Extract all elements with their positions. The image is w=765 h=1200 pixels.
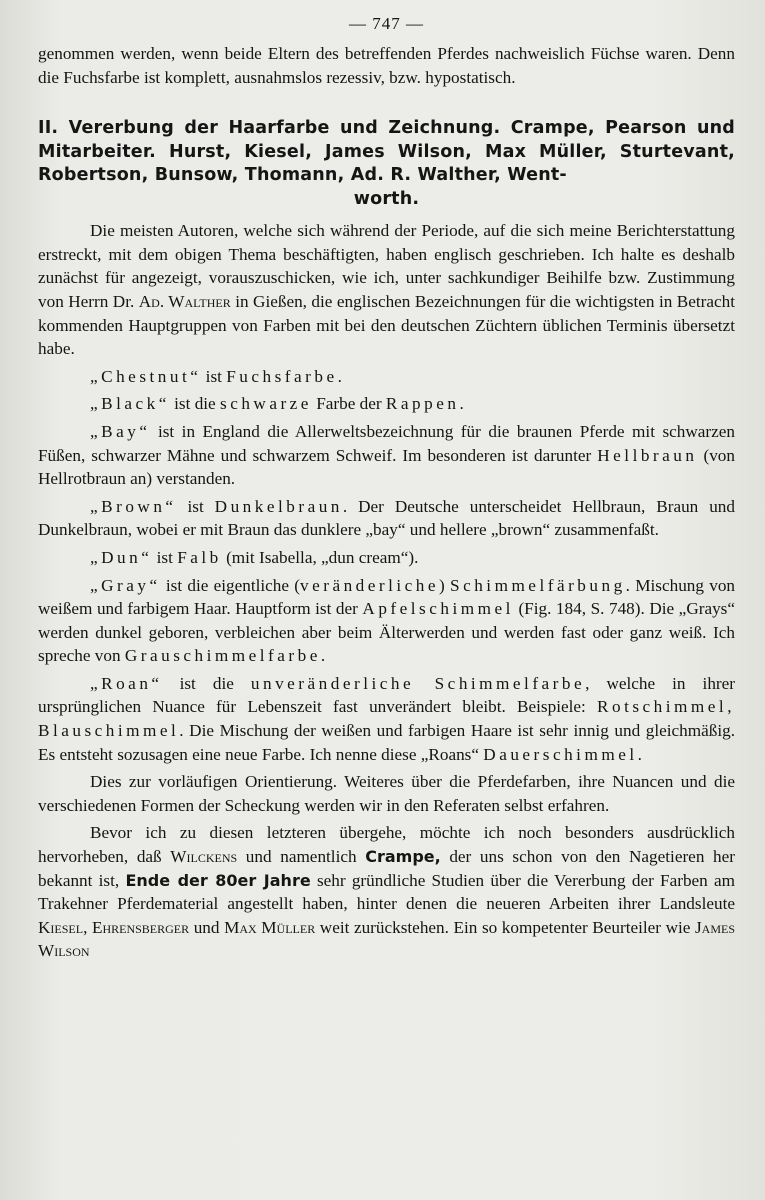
term-german: Dauerschimmel [483, 744, 638, 764]
text-run: sehr gründliche Studien über die Vererbung der Farben am Trakehner Pferdematerial angestellt haben, hinter denen die neueren Arbeiten ihrer Landsleute [38, 870, 736, 914]
term-german: unveränderliche Schimmelfarbe [250, 673, 586, 693]
text-run: (von Hellrotbraun an) verstanden. [38, 445, 735, 489]
term-german: Schimmelfärbung [450, 575, 626, 595]
text-run: . [459, 394, 464, 414]
text-run: und [189, 917, 225, 937]
emphasis-bold: Ende der 80er Jahre [125, 870, 311, 890]
text-run: ist die [162, 673, 251, 693]
author-name-bold: Crampe, [365, 847, 441, 867]
text-run: . Mischung von weißem und farbigem Haar. Hauptform ist der [38, 575, 736, 619]
paragraph-gray [38, 574, 735, 668]
text-run: der uns schon von den Nagetieren her bekannt ist, [38, 847, 735, 890]
text-run: in Gießen, die englischen Bezeichnungen für die wichtigsten in Betracht kommenden Hauptgruppen von Farben mit bei den deutschen Züchtern üblichen Terminis übersetzt habe. [38, 291, 735, 359]
author-name: Max Müller [224, 917, 316, 937]
author-name: Kiesel [38, 917, 84, 937]
text-run: ist [176, 496, 215, 516]
term-english: „Brown“ [90, 496, 177, 516]
term-german: Grauschimmelfarbe [124, 646, 321, 666]
author-name: Wilckens [170, 847, 238, 867]
author-name: James Wilson [38, 917, 735, 961]
text-run: ist [201, 366, 227, 386]
paragraph-orientation: Dies zur vorläufigen Orientierung. Weiteres über die Pferdefarben, ihre Nuancen und die verschiedenen Formen der Scheckung werden wir in den Referaten selbst erfahren. [38, 772, 735, 815]
text-run: ist die [169, 394, 220, 414]
paragraph-dun [38, 546, 735, 570]
text-run: und namentlich [237, 847, 366, 867]
paragraph-bay [38, 420, 735, 491]
author-name: Ehrensberger [91, 917, 190, 937]
term-german: Dunkelbraun [214, 496, 343, 516]
text-run: . [320, 646, 326, 666]
term-english: „Black“ [90, 394, 170, 414]
paragraph-black [38, 392, 735, 416]
text-run: . [337, 366, 342, 386]
text-run: ist [152, 547, 178, 567]
term-english: „Roan“ [90, 673, 163, 693]
paragraph-authors [38, 219, 735, 361]
text-run: . Die Mischung der weißen und farbigen Haare ist sehr innig und gleichmäßig. Es entsteht sozusagen eine neue Farbe. Ich nenne diese „Roans“ [38, 721, 735, 764]
text-run: Bevor ich zu diesen letzteren übergehe, möchte ich noch besonders ausdrücklich hervorheben, daß [38, 823, 735, 867]
paragraph-roan [38, 672, 735, 766]
section-heading-text: II. Vererbung der Haarfarbe und Zeichnung. Crampe, Pearson und Mitarbeiter. Hurst, Kiesel, James Wilson, Max Müller, Sturtevant, Robertson, Bunsow, Thomann, Ad. R. Walther, Went- [38, 118, 735, 186]
term-german: Hellbraun [597, 445, 698, 465]
paragraph-brown [38, 495, 735, 542]
term-english: „Dun“ [90, 547, 153, 567]
term-german: Apfelschimmel [362, 599, 514, 619]
paragraph-crampe [38, 821, 735, 963]
page-number: — 747 — [349, 14, 424, 33]
term-german: schwarze [220, 394, 312, 414]
term-german: veränderliche [300, 575, 440, 595]
text-run: . Der Deutsche unterscheidet Hellbraun, Braun und Dunkelbraun, wobei er mit Braun das dunklere „bay“ und hellere „brown“ zusammenfaßt. [38, 496, 735, 540]
text-run: Die meisten Autoren, welche sich während der Periode, auf die sich meine Berichterstattung erstreckt, mit dem obigen Thema beschäftigten, haben englisch geschrieben. Ich halte es deshalb zunächst für angezeigt, vorauszuschicken, wie ich, unter sachkundiger Beihilfe bzw. Zustimmung von Herrn Dr. [38, 221, 735, 311]
term-english: „Bay“ [90, 421, 151, 441]
term-german: Falb [177, 547, 222, 567]
text-run: ist die eigentliche ( [160, 575, 300, 595]
intro-paragraph: genommen werden, wenn beide Eltern des betreffenden Pferdes nachweislich Füchse waren. Denn die Fuchsfarbe ist komplett, ausnahmslos rezessiv, bzw. hypostatisch. [38, 44, 735, 87]
text-run: ) [439, 575, 451, 595]
term-german: Fuchsfarbe [226, 366, 338, 386]
text-run: . [637, 744, 642, 764]
text-run: (mit Isabella, „dun cream“). [221, 547, 419, 567]
term-german: Rotschimmel, Blauschimmel [38, 697, 735, 741]
text-run: ist in England die Allerweltsbezeichnung für die braunen Pferde mit schwarzen Füßen, schwarzer Mähne und schwarzem Schweif. Im besonderen ist darunter [38, 421, 735, 465]
section-heading-last-line: worth. [353, 188, 420, 209]
text-run: weit zurückstehen. Ein so kompetenter Beurteiler wie [315, 917, 695, 937]
paragraph-chestnut [38, 365, 735, 389]
author-name: Ad. Walther [138, 291, 231, 311]
text-run: , [83, 917, 92, 937]
term-english: „Gray“ [90, 575, 161, 595]
section-heading [38, 117, 735, 211]
term-english: „Chestnut“ [90, 366, 202, 386]
text-run: , welche in ihrer ursprünglichen Nuance für Lebenszeit fast unverändert bleibt. Beispiele: [38, 673, 735, 717]
text-run: (Fig. 184, S. 748). Die „Grays“ werden dunkel geboren, verbleichen aber beim Älterwerden und werden fast oder ganz weiß. Ich spreche von [38, 599, 735, 666]
term-german: Rappen [385, 394, 460, 414]
text-run: Farbe der [311, 394, 386, 414]
